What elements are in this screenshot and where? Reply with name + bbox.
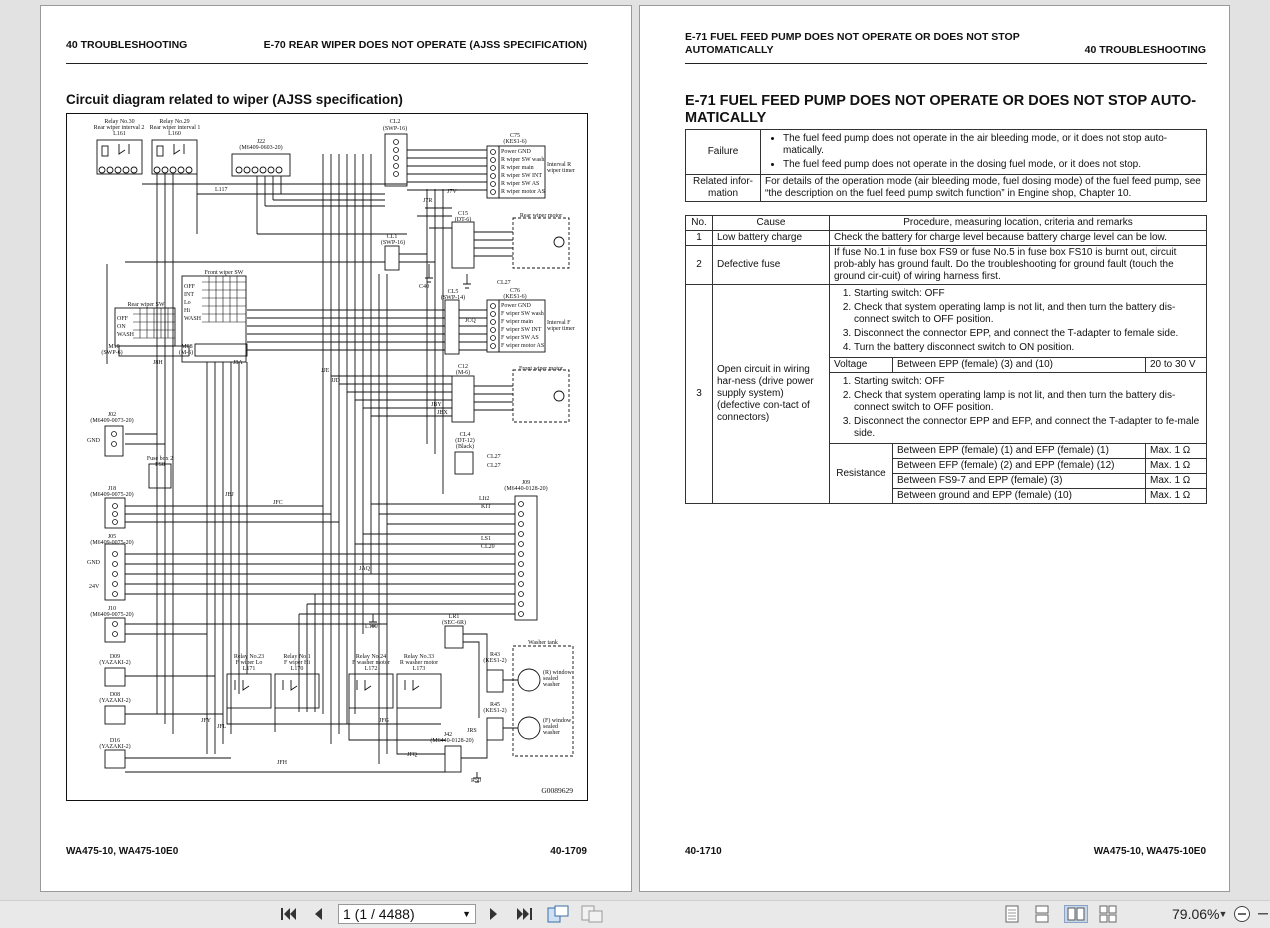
- relay24-desc: F washer motor: [352, 660, 390, 666]
- continuous-icon[interactable]: [1032, 905, 1052, 923]
- f-window-washer-label: (F) window sealed washer: [543, 718, 572, 736]
- cl1-part: (SWP-16): [380, 240, 406, 246]
- l173-label: L173: [412, 666, 426, 672]
- row-cause: Low battery charge: [713, 231, 830, 246]
- lr1-part: (SEC-6R): [442, 620, 466, 626]
- j42-label: J42: [443, 732, 453, 738]
- chevron-down-icon: ▼: [462, 909, 471, 919]
- failure-info-table: [685, 129, 1207, 202]
- r-window-washer-label: (R) window sealed washer: [543, 670, 572, 688]
- c76-pin2: F wiper SW wash: [501, 311, 544, 317]
- ls1-label: LS1: [481, 536, 492, 542]
- washer-tank-label: Washer tank: [528, 640, 558, 646]
- header-left-line1: E-71 FUEL FEED PUMP DOES NOT OPERATE OR DOES NOT STOP: [685, 31, 1020, 43]
- resistance-value: Max. 1 Ω: [1146, 444, 1207, 459]
- r50-label: R50: [471, 778, 482, 784]
- relay1-label: Relay No.1: [283, 654, 311, 660]
- header-rule: [66, 63, 588, 64]
- j8h-label: J8H: [153, 360, 163, 366]
- zoom-level[interactable]: 79.06%: [1172, 906, 1220, 922]
- d09-part: (YAZAKI-2): [99, 660, 131, 666]
- j05-part: (M6409-0075-20): [90, 540, 134, 546]
- row-no: 1: [686, 231, 713, 246]
- m10-label: M10: [108, 344, 120, 350]
- jfq-label: JFQ: [407, 752, 418, 758]
- cl27-label-top: CL27: [497, 280, 511, 286]
- r43-part: (KES1-2): [483, 658, 507, 664]
- c76-pin4: F wiper SW INT: [501, 327, 542, 333]
- fsw-wash: WASH: [184, 316, 202, 322]
- relay33-desc: R washer motor: [399, 660, 439, 666]
- jfl-label: JFL: [217, 724, 227, 730]
- j7r-label: J7R: [423, 198, 433, 204]
- cl20-label: CL20: [481, 544, 495, 550]
- l100-label: L100: [365, 624, 378, 630]
- c75-pin1: Power GND: [501, 149, 531, 155]
- j10-part: (M6409-0075-20): [90, 612, 134, 618]
- page-title-line2: MATICALLY: [685, 110, 767, 126]
- l172-label: L172: [364, 666, 378, 672]
- rsw-off: OFF: [117, 316, 129, 322]
- single-page-icon[interactable]: [1002, 905, 1022, 923]
- page-number-value: 1 (1 / 4488): [343, 906, 415, 922]
- fsw-int: INT: [184, 292, 194, 298]
- zoom-dropdown-icon[interactable]: ▼: [1218, 909, 1228, 919]
- scroll-pages-icon[interactable]: [1098, 905, 1118, 923]
- c12-part: (M-6): [455, 370, 471, 376]
- footer-model: WA475-10, WA475-10E0: [66, 846, 179, 857]
- c75-label: C75: [509, 133, 520, 139]
- j22-part: (M6409-0603-20): [239, 145, 283, 151]
- jfy-label: JFY: [201, 718, 212, 724]
- gnd-label-2: GND: [87, 560, 100, 566]
- c75-pin3: R wiper main: [501, 165, 534, 171]
- d08-part: (YAZAKI-2): [99, 698, 131, 704]
- row-no: 3: [686, 285, 713, 504]
- col-no-header: No.: [686, 216, 713, 231]
- header-left: 40 TROUBLESHOOTING: [66, 39, 188, 51]
- c76-pin3: F wiper main: [501, 319, 533, 325]
- j42-part: (M6440-0128-20): [430, 738, 474, 744]
- l161-label: L161: [113, 131, 126, 137]
- section-title: Circuit diagram related to wiper (AJSS specification): [66, 92, 403, 107]
- c76-pin6: F wiper motor AS: [501, 343, 545, 349]
- j10-label: J10: [107, 606, 117, 612]
- step-item: 3. Disconnect the connector EPP, and connect the T-adapter to female side.: [854, 328, 1202, 340]
- jaq-label: JAQ: [359, 566, 371, 572]
- m08-label: M08: [181, 344, 193, 350]
- row-cause: Defective fuse: [713, 246, 830, 285]
- next-page-icon[interactable]: [484, 905, 504, 923]
- first-page-icon[interactable]: [278, 905, 298, 923]
- c15-part: (DT-6): [454, 217, 472, 223]
- m08-part: (M-6): [178, 350, 194, 356]
- c12-label: C12: [457, 364, 468, 370]
- interval-r-timer: Interval R wiper timer: [547, 162, 575, 174]
- zoom-out-icon[interactable]: [1232, 905, 1252, 923]
- j09-part: (M6440-0128-20): [504, 486, 548, 492]
- d08-label: D08: [109, 692, 121, 698]
- resistance-value: Max. 1 Ω: [1146, 459, 1207, 474]
- failure-label: Failure: [686, 130, 761, 175]
- cl2-part: (SWP-16): [382, 126, 408, 132]
- cl1-label: CL1: [386, 234, 398, 240]
- cl4-label: CL4: [459, 432, 471, 438]
- gnd-label-1: GND: [87, 438, 100, 444]
- related-info-text: For details of the operation mode (air bleeding mode, fuel dosing mode) of the fuel feed pump, see “the description on the fuel feed pump switch function” in Engine shop, Chapter 10.: [761, 175, 1207, 202]
- l171-label: L171: [242, 666, 256, 672]
- diagram-id: G0089629: [541, 786, 573, 795]
- fsw-lo: Lo: [184, 300, 191, 306]
- relay24-label: Relay No.24: [355, 654, 387, 660]
- failure-item: • The fuel feed pump does not operate in the air bleeding mode, or it does not stop auto-matically.: [783, 133, 1202, 157]
- split-icon[interactable]: [580, 905, 604, 923]
- table-row: [686, 246, 1207, 285]
- resistance-between: Between FS9-7 and EPP (female) (3): [893, 474, 1146, 489]
- step-item: 4. Turn the battery disconnect switch to ON position.: [854, 342, 1202, 354]
- fs8-label: FS8: [155, 462, 165, 468]
- jje-label: JJE: [321, 368, 330, 374]
- j18-part: (M6409-0075-20): [90, 492, 134, 498]
- resistance-between: Between EFP (female) (2) and EPP (female) (12): [893, 459, 1146, 474]
- c76-part: (KES1-6): [503, 294, 527, 300]
- c75-pin4: R wiper SW INT: [501, 173, 543, 179]
- r45-label: R45: [489, 702, 500, 708]
- d16-part: (YAZAKI-2): [99, 744, 131, 750]
- troubleshooting-table: [685, 215, 1207, 504]
- table-row: [686, 231, 1207, 246]
- relay1-desc: F wiper Hi: [284, 660, 310, 666]
- header-right: E-70 REAR WIPER DOES NOT OPERATE (AJSS SPECIFICATION): [263, 39, 587, 51]
- more-icon[interactable]: [1256, 905, 1270, 923]
- relay30-desc: Rear wiper interval 2: [93, 125, 145, 131]
- step-item: 1. Starting switch: OFF: [854, 376, 1202, 388]
- r43-label: R43: [489, 652, 500, 658]
- page-title: [685, 93, 1196, 127]
- v24-label: 24V: [89, 584, 100, 590]
- j02-label: J02: [107, 412, 117, 418]
- kit-label: KIT: [481, 504, 491, 510]
- jjd-label: JJD: [331, 378, 341, 384]
- cl4-color: (Black): [456, 444, 474, 450]
- fuse-box-label: Fuse box 2: [146, 456, 174, 462]
- cl27-label-b: CL27: [487, 463, 501, 469]
- fsw-off: OFF: [184, 284, 196, 290]
- relay29-desc: Rear wiper interval 1: [149, 125, 201, 131]
- relay30-label: Relay No.30: [104, 119, 135, 125]
- j05-label: J05: [107, 534, 117, 540]
- lit2-label: LIt2: [479, 496, 490, 502]
- row-procedure: If fuse No.1 in fuse box FS9 or fuse No.5 in fuse box FS10 is burnt out, circuit prob-ably has ground fault. Do the troubleshooting for ground fault (touch the ground cir-cuit) of wiring harness first.: [830, 246, 1207, 285]
- resistance-value: Max. 1 Ω: [1146, 489, 1207, 504]
- c75-pin6: R wiper motor AS: [501, 189, 545, 195]
- voltage-value: 20 to 30 V: [1146, 358, 1207, 373]
- j09-label: J09: [521, 480, 531, 486]
- footer-page-number: 40-1709: [550, 846, 587, 857]
- row-cause: Open circuit in wiring har-ness (drive power supply system) (defective con-tact of connectors): [713, 285, 830, 504]
- j8a-label: J8A: [233, 360, 243, 366]
- r45-part: (KES1-2): [483, 708, 507, 714]
- j18-label: J18: [107, 486, 117, 492]
- step-item: 3. Disconnect the connector EPP and EFP, and connect the T-adapter to fe-male side.: [854, 416, 1202, 440]
- jfh-label: JFH: [277, 760, 288, 766]
- footer-model: WA475-10, WA475-10E0: [1093, 846, 1206, 857]
- c76-label: C76: [509, 288, 520, 294]
- fsw-hi: Hi: [184, 308, 190, 314]
- row-procedure: Check the battery for charge level because battery charge level can be low.: [830, 231, 1207, 246]
- failure-list-cell: [761, 130, 1207, 175]
- j7v-label: J7V: [447, 189, 457, 195]
- page-number-select[interactable]: [338, 904, 476, 924]
- footer-page-number: 40-1710: [685, 846, 722, 857]
- d16-label: D16: [109, 738, 121, 744]
- relay23-label: Relay No.23: [233, 654, 265, 660]
- step-item: 2. Check that system operating lamp is not lit, and then turn the battery dis-connect switch to OFF position.: [854, 302, 1202, 326]
- wiper-circuit-diagram: [66, 113, 588, 801]
- row-no: 2: [686, 246, 713, 285]
- l160-label: L160: [168, 131, 181, 137]
- m10-part: (SWP-6): [101, 350, 123, 356]
- voltage-label: Voltage: [830, 358, 893, 373]
- rotate-icon[interactable]: [546, 905, 570, 923]
- cl5-part: (SWP-14): [440, 295, 466, 301]
- resistance-between: Between EPP (female) (1) and EFP (female) (1): [893, 444, 1146, 459]
- rsw-on: ON: [117, 324, 126, 330]
- page-title-line1: E-71 FUEL FEED PUMP DOES NOT OPERATE OR DOES NOT STOP AUTO-: [685, 93, 1197, 109]
- voltage-between: Between EPP (female) (3) and (10): [893, 358, 1146, 373]
- interval-f-timer: Interval F wiper timer: [547, 320, 575, 332]
- procedure-steps-b: [830, 373, 1207, 444]
- front-wiper-motor-label: Front wiper motor: [519, 366, 563, 372]
- jfc-label: JFC: [273, 500, 283, 506]
- jbj-label: JBJ: [225, 492, 234, 498]
- step-item: 1. Starting switch: OFF: [854, 288, 1202, 300]
- j22-label: J22: [256, 139, 266, 145]
- table-row: [686, 285, 1207, 358]
- jfg-label: JFG: [379, 718, 390, 724]
- c76-pin5: F wiper SW AS: [501, 335, 539, 341]
- cl2-label: CL2: [389, 119, 401, 125]
- d09-label: D09: [109, 654, 121, 660]
- c40-label: C40: [419, 284, 430, 290]
- col-cause-header: Cause: [713, 216, 830, 231]
- c76-pin1: Power GND: [501, 303, 531, 309]
- l170-label: L170: [290, 666, 304, 672]
- right-page: [639, 5, 1230, 892]
- step-item: 2. Check that system operating lamp is not lit, and then turn the battery dis-connect switch to OFF position.: [854, 390, 1202, 414]
- cl27-label-a: CL27: [487, 454, 501, 460]
- resistance-value: Max. 1 Ω: [1146, 474, 1207, 489]
- relay23-desc: F wiper Lo: [235, 660, 263, 666]
- j02-part: (M6409-0073-20): [90, 418, 134, 424]
- resistance-between: Between ground and EPP (female) (10): [893, 489, 1146, 504]
- procedure-steps-a: [830, 285, 1207, 358]
- resistance-label: Resistance: [830, 444, 893, 504]
- left-page: [40, 5, 632, 892]
- failure-item: • The fuel feed pump does not operate in the dosing fuel mode, or it does not stop.: [783, 159, 1202, 171]
- front-wiper-sw-label: Front wiper SW: [204, 270, 244, 276]
- cl5-label: CL5: [447, 289, 459, 295]
- rear-wiper-motor-label: Rear wiper motor: [519, 213, 563, 219]
- last-page-icon[interactable]: [514, 905, 536, 923]
- rear-wiper-sw-label: Rear wiper SW: [127, 302, 165, 308]
- related-info-label: Related infor-mation: [686, 175, 761, 202]
- jrs-label: JRS: [467, 728, 477, 734]
- c75-pin5: R wiper SW AS: [501, 181, 540, 187]
- jby-label: JBY: [431, 402, 442, 408]
- c75-part: (KES1-6): [503, 139, 527, 145]
- c15-label: C15: [457, 211, 468, 217]
- rsw-wash: WASH: [117, 332, 135, 338]
- c75-pin2: R wiper SW wash: [501, 157, 545, 163]
- prev-page-icon[interactable]: [308, 905, 328, 923]
- lr1-label: LR1: [448, 614, 460, 620]
- relay33-label: Relay No.33: [403, 654, 435, 660]
- header-rule: [685, 63, 1207, 64]
- viewer-toolbar: [0, 900, 1270, 928]
- l117-label: L117: [215, 187, 228, 193]
- cl4-part: (DT-12): [455, 438, 475, 444]
- two-page-icon[interactable]: [1064, 905, 1088, 923]
- header-right: 40 TROUBLESHOOTING: [1084, 44, 1206, 56]
- relay29-label: Relay No.29: [159, 119, 190, 125]
- col-procedure-header: Procedure, measuring location, criteria and remarks: [830, 216, 1207, 231]
- header-left-line2: AUTOMATICALLY: [685, 44, 774, 56]
- jbx-label: JBX: [437, 410, 448, 416]
- jcq-label: JCQ: [465, 318, 476, 324]
